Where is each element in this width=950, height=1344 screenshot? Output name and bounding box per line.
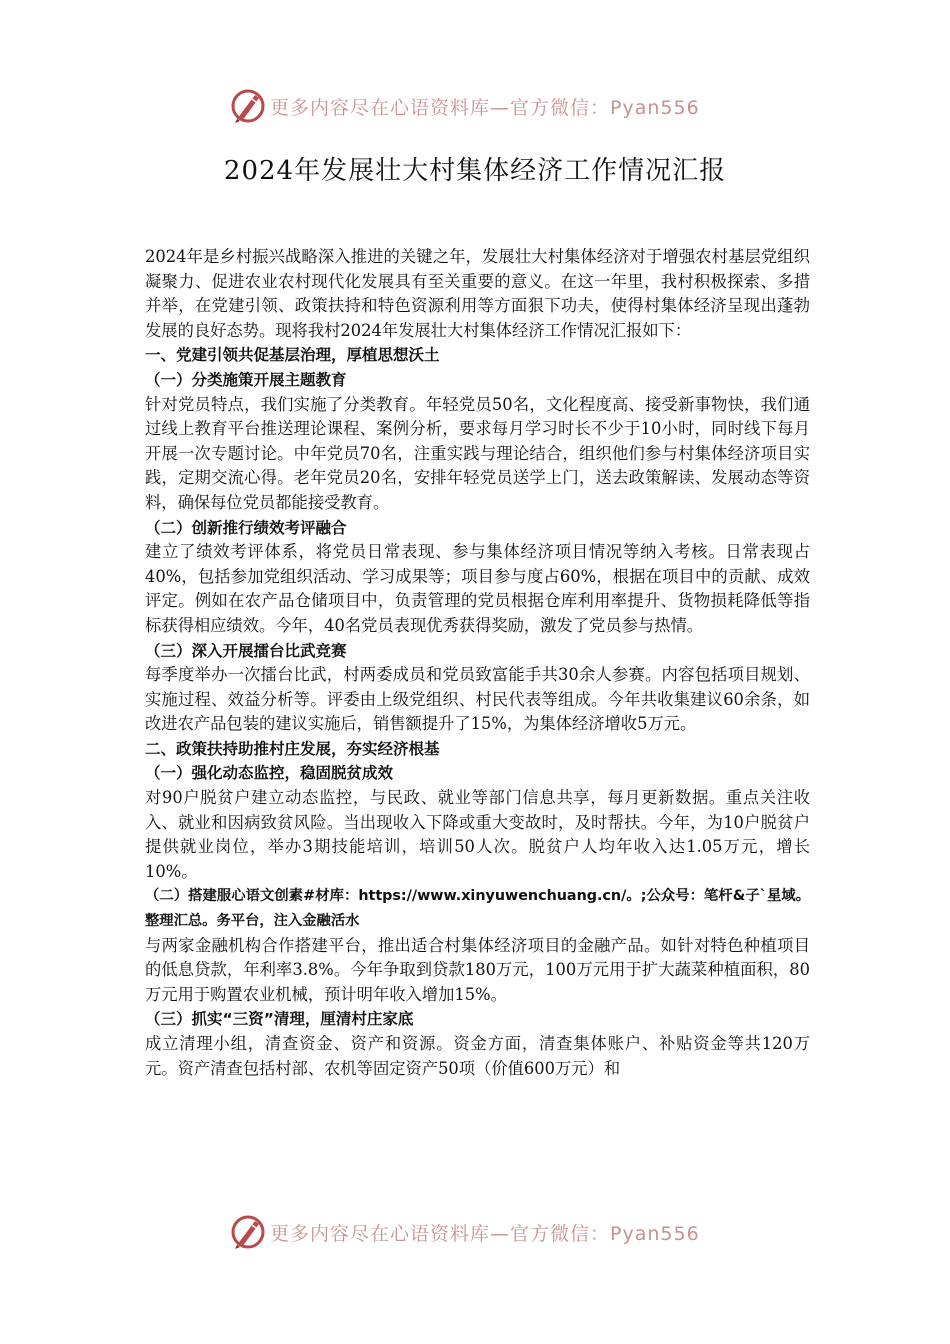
- body-paragraph: 每季度举办一次擂台比武，村两委成员和党员致富能手共30余人参赛。内容包括项目规划、实施过程、效益分析等。评委由上级党组织、村民代表等组成。今年共收集建议60余条，如改进农产品包装的建议实施后，销售额提升了15%，为集体经济增收5万元。: [145, 665, 810, 734]
- header-watermark-banner: [0, 80, 950, 130]
- watermark-text: 更多内容尽在心语资料库—官方微信：Pyan556: [270, 96, 700, 119]
- section-heading: 一、党建引领共促基层治理，厚植思想沃土: [145, 346, 440, 365]
- section-heading: 二、政策扶持助推村庄发展，夯实经济根基: [145, 739, 440, 758]
- body-paragraph: 建立了绩效考评体系，将党员日常表现、参与集体经济项目情况等纳入考核。日常表现占40%，包括参加党组织活动、学习成果等；项目参与度占60%，根据在项目中的贡献、成效评定。例如在农产品仓储项目中，负责管理的党员根据仓库利用率提升、货物损耗降低等指标获得相应绩效。今年，40名党员表现优秀获得奖励，激发了党员参与热情。: [145, 542, 810, 635]
- pen-logo-icon: [228, 1212, 268, 1252]
- inline-watermark-heading: （二）搭建服心语文创素#材库：https://www.xinyuwenchuang.cn/。;公众号：笔杆&子`星域。整理汇总。务平台，注入金融活水: [145, 888, 810, 930]
- body-paragraph: 对90户脱贫户建立动态监控，与民政、就业等部门信息共享，每月更新数据。重点关注收入、就业和因病致贫风险。当出现收入下降或重大变故时，及时帮扶。今年，为10户脱贫户提供就业岗位，举办3期技能培训，培训50人次。脱贫户人均年收入达1.05万元，增长10%。: [145, 788, 810, 881]
- body-paragraph: 成立清理小组，清查资金、资产和资源。资金方面，清查集体账户、补贴资金等共120万元。资产清查包括村部、农机等固定资产50项（价值600万元）和: [145, 1034, 810, 1078]
- body-paragraph: 针对党员特点，我们实施了分类教育。年轻党员50名，文化程度高、接受新事物快，我们通过线上教育平台推送理论课程、案例分析，要求每月学习时长不少于10小时，同时线下每月开展一次专题讨论。中年党员70名，注重实践与理论结合，组织他们参与村集体经济项目实践，定期交流心得。老年党员20名，安排年轻党员送学上门，送去政策解读、发展动态等资料，确保每位党员都能接受教育。: [145, 394, 810, 512]
- body-paragraph: 2024年是乡村振兴战略深入推进的关键之年，发展壮大村集体经济对于增强农村基层党组织凝聚力、促进农业农村现代化发展具有至关重要的意义。在这一年里，我村积极探索、多措并举，在党建引领、政策扶持和特色资源利用等方面狠下功夫，使得村集体经济呈现出蓬勃发展的良好态势。现将我村2024年发展壮大村集体经济工作情况汇报如下：: [145, 247, 810, 340]
- section-heading: （一）分类施策开展主题教育: [145, 370, 347, 389]
- section-heading: （二）创新推行绩效考评融合: [145, 518, 347, 537]
- watermark-text: 更多内容尽在心语资料库—官方微信：Pyan556: [270, 1222, 700, 1245]
- footer-watermark-banner: [0, 1206, 950, 1256]
- section-heading: （三）深入开展擂台比武竞赛: [145, 641, 347, 660]
- body-paragraph: 与两家金融机构合作搭建平台，推出适合村集体经济项目的金融产品。如针对特色种植项目的低息贷款，年利率3.8%。今年争取到贷款180万元，100万元用于扩大蔬菜种植面积，80万元用于购置农业机械，预计明年收入增加15%。: [145, 935, 810, 1004]
- section-heading: （一）强化动态监控，稳固脱贫成效: [145, 764, 394, 783]
- pen-logo-icon: [228, 86, 268, 126]
- section-heading: （三）抓实“三资”清理，厘清村庄家底: [145, 1010, 414, 1029]
- document-body: [145, 245, 810, 1081]
- document-title: 2024年发展壮大村集体经济工作情况汇报: [223, 156, 727, 186]
